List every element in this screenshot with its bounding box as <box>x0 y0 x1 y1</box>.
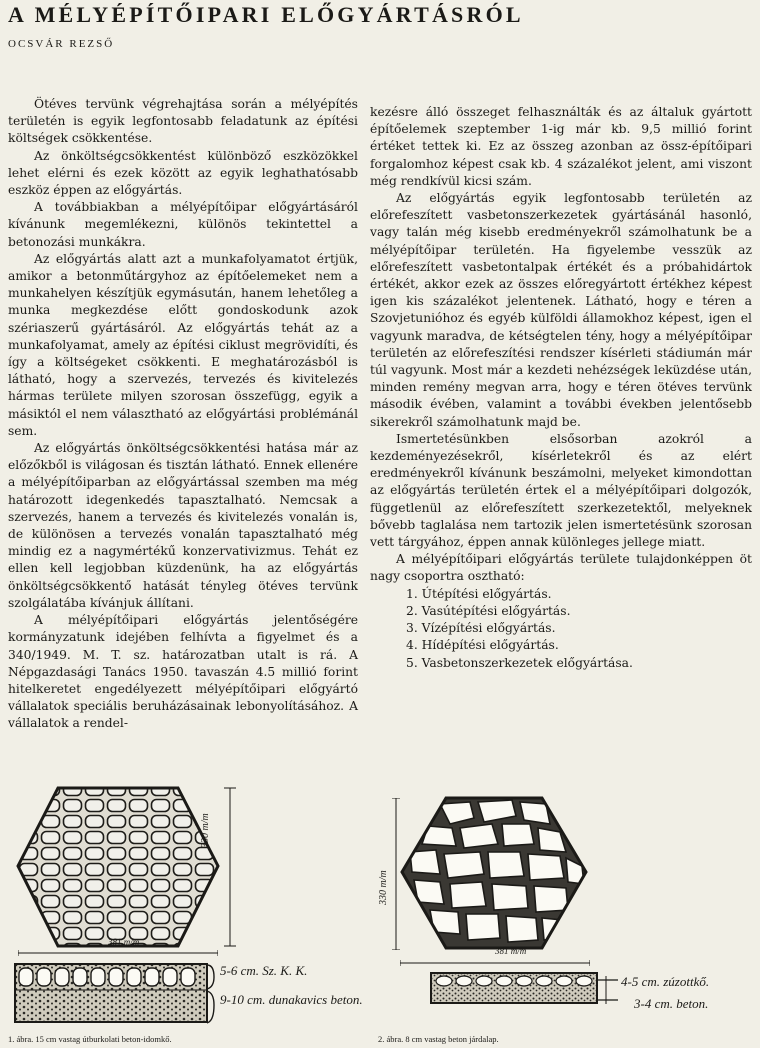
figure1-brace <box>206 963 218 1025</box>
list-item: 3. Vízépítési előgyártás. <box>406 621 556 636</box>
figure1-caption: 1. ábra. 15 cm vastag útburkolati beton-idomkő. <box>8 1034 172 1044</box>
list-item: 5. Vasbetonszerkezetek előgyártása. <box>406 655 633 670</box>
figure1-width-label: 381 m/m <box>108 937 140 947</box>
figure1-hexagon-drawing <box>10 782 240 962</box>
figure1-annotation-bottom: 9-10 cm. dunakavics beton. <box>220 992 363 1007</box>
paragraph: A mélyépítőipari előgyártás jelentőségére kormányzatunk idejében felhívta a figyelmet és a 340/1949. M. T. sz. határozatban utalt is rá. A Népgazdasági Tanács 1950. tavaszán 4.5 millió forint hitelkeretet engedélyezett mélyépítőipari előgyártó vállalatok speciális beruházásainak lebonyolításához. A vállalatok a rendel- <box>8 613 358 731</box>
figure1-annotation-top: 5-6 cm. Sz. K. K. <box>220 963 308 978</box>
list-item: 2. Vasútépítési előgyártás. <box>406 603 571 618</box>
right-column <box>370 104 752 672</box>
paragraph: Ötéves tervünk végrehajtása során a mélyépítés területén is egyik legfontosabb feladatunk az építési költségek csökkentése. <box>8 97 358 146</box>
left-column <box>8 96 358 733</box>
paragraph: Ismertetésünkben elsősorban azokról a kezdeményezésekről, kísérletekről és az elért eredményekről kívánunk beszámolni, melyeket kimondottan az előgyártás területén értek el a mélyépítőipari dolgozók, függetlenül az előrefeszített szerkezetektől, melyeknek bővebb taglalása nem tartozik jelen ismertetésünk szorosan vett tárgyához, éppen annak különleges jellege miatt. <box>370 431 752 550</box>
paragraph: A mélyépítőipari előgyártás területe tulajdonképpen öt nagy csoportra osztható: <box>370 552 752 584</box>
figure2-annotation-bottom: 3-4 cm. beton. <box>634 996 709 1011</box>
paragraph-continuation: kezésre álló összeget felhasználták és az általuk gyártott építőelemek szeptember 1-ig már kb. 9,5 millió forint értéket tettek ki. Ez az összeg azonban az össz-építőipari forgalomhoz képest csak kb. 4 százalékot jelent, ami viszont még rendkívül kicsi szám. <box>370 105 752 188</box>
list-item: 1. Útépítési előgyártás. <box>406 586 552 601</box>
figure1-width-dimension <box>18 950 218 956</box>
figure2-height-label: 330 m/m <box>378 870 389 905</box>
figure1-cross-section <box>14 963 209 1025</box>
figure2-cross-section <box>430 972 598 1006</box>
figure2-hexagon-drawing <box>400 794 620 954</box>
paragraph: Az önköltségcsökkentést különböző eszközökkel lehet elérni és ezek között az egyik leghathatósabb eszköz éppen az előgyártás. <box>8 148 358 198</box>
article-author: OCSVÁR REZSŐ <box>8 38 115 50</box>
figure2-width-label: 381 m/m <box>495 946 527 956</box>
figure2-width-dimension <box>400 960 590 966</box>
figure2-caption: 2. ábra. 8 cm vastag beton járdalap. <box>378 1034 499 1044</box>
figure2-height-dimension <box>392 798 400 950</box>
article-title: A MÉLYÉPÍTŐIPARI ELŐGYÁRTÁSRÓL <box>8 2 524 27</box>
paragraph: Az előgyártás önköltségcsökkentési hatása már az előzőkből is világosan és tisztán látható. Ennek ellenére a mélyépítőiparban az előgyártással szemben ma még határozott idegenkedés tapasztalható. Nemcsak a szervezés, hanem a tervezés és kivitelezés vonalán is, de különösen a tervezés vonalán tapasztalható még mindig ez a nagymértékű konzervativizmus. Tehát ez ellen kell legjobban küzdenünk, ha az előgyártás önköltségcsökkentő hatását tényleg ötéves tervünk szolgálatába kívánjuk állítani. <box>8 441 358 610</box>
category-list <box>370 586 752 672</box>
list-item: 4. Hídépítési előgyártás. <box>406 638 559 653</box>
figure2-annotation-top: 4-5 cm. zúzottkő. <box>621 974 710 989</box>
paragraph: A továbbiakban a mélyépítőipar előgyártásáról kívánunk megemlékezni, különös tekintettel a betonozási munkákra. <box>8 200 358 249</box>
figure2-leader-lines <box>596 974 620 1006</box>
paragraph: Az előgyártás egyik legfontosabb területén az előrefeszített vasbetonszerkezetek gyártásánál hasonló, vagy talán még kisebb eredményekről számolhatunk be a mélyépítőipar területén. Ha figyelembe vesszük az előrefeszített vasbetontalpak értékét és a próbahidártok értékét, akkor ezek az összes előregyártott értékhez képest igen kis százalékot jelentenek. Látható, hogy e téren a Szovjetunióhoz és egyéb külföldi államokhoz képest, igen el vagyunk maradva, de kétségtelen tény, hogy a mélyépítőipar területén az előrefeszítési rendszer kísérleti stádiumán már túl vagyunk. Most már a kezdeti nehézségek leküzdése után, minden remény megvan arra, hogy e téren ötéves tervünk második évében, valamint a további években jelentősebb sikerekről számolhatunk majd be. <box>370 191 752 429</box>
paragraph: Az előgyártás alatt azt a munkafolyamatot értjük, amikor a betonműtárgyhoz az építőelemeket nem a munkahelyen készítjük egymásután, hanem lehetőleg a munka megkezdése előtt gondoskodunk azok szériaszerű gyártásáról. Az előgyártás tehát az a munkafolyamat, amely az építési ciklust megrövidíti, és így a költségeket csökkenti. E meghatározásból is látható, hogy a szervezés, tervezés és kivitelezés hármas területe milyen szorosan összefügg, egyik a másiktól el nem választható az előgyártási problémánál sem. <box>8 251 358 438</box>
figure1-height-label: 330 m/m <box>200 813 211 848</box>
